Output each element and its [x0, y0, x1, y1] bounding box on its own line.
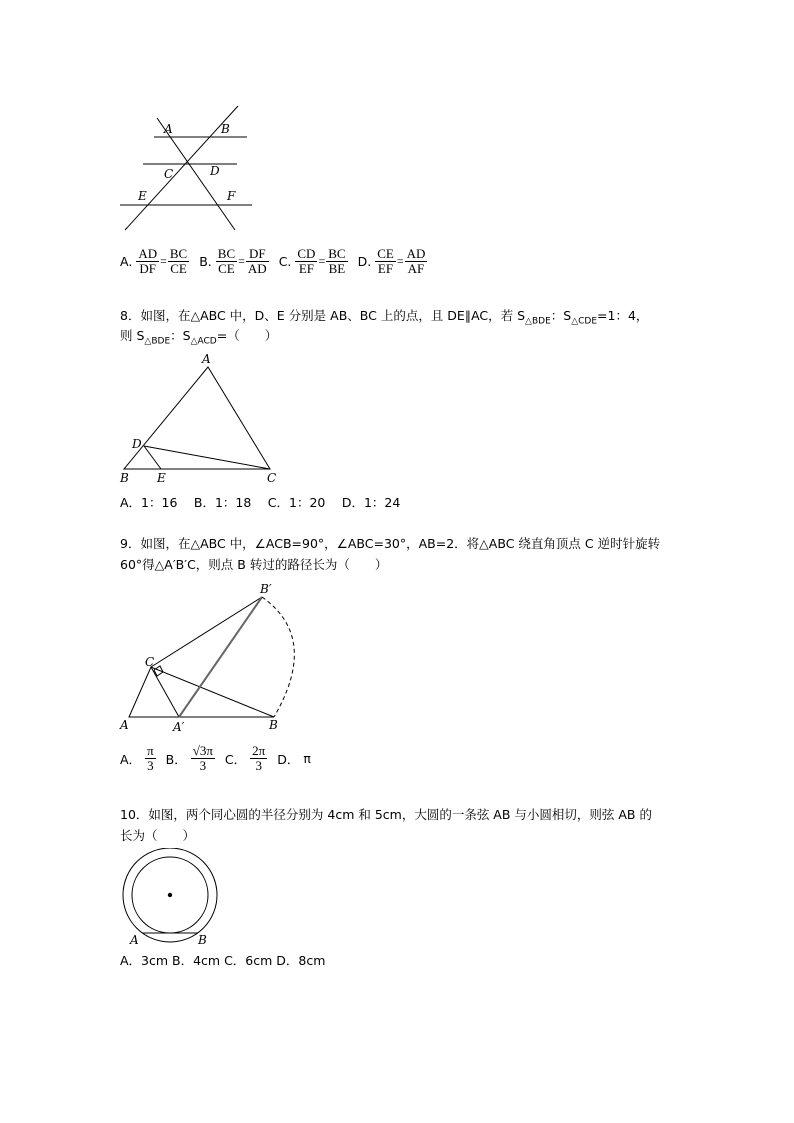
q8-stem-line2	[120, 328, 277, 350]
q10-options: A．3cm B．4cm C．6cm D．8cm	[120, 953, 326, 968]
q7-option-a-key: A.	[120, 254, 133, 269]
q7-option-c-right: $\frac{BC}{BE}$	[328, 246, 346, 276]
q7-option-a-left: $\frac{AD}{DF}$	[138, 246, 158, 276]
q7-option-c-left: $\frac{CD}{EF}$	[297, 246, 316, 276]
q8-text: ：S	[170, 328, 191, 343]
q7-options	[120, 247, 427, 276]
q9-options	[120, 744, 311, 773]
q8-sub: △ACD	[190, 336, 217, 347]
label-c: C	[145, 655, 155, 669]
q9-option-a-key: A．	[120, 751, 142, 767]
segment-aprime-bprime	[179, 597, 262, 717]
equals-sign: =	[396, 254, 404, 268]
q7-option-d-left: $\frac{CE}{EF}$	[377, 246, 394, 276]
q8-sub: △BDE	[525, 316, 551, 327]
label-d: D	[132, 437, 142, 451]
q10-stem-line2: 长为（ ）	[120, 828, 196, 843]
segment-c-bprime	[151, 597, 262, 667]
label-d: D	[210, 164, 220, 178]
q7-option-b-left: $\frac{BC}{CE}$	[217, 246, 236, 276]
q8-sub: △BDE	[144, 336, 171, 347]
label-e: E	[138, 189, 147, 203]
q10-stem-line1: 10．如图，两个同心圆的半径分别为 4cm 和 5cm，大圆的一条弦 AB 与小圆相切，则弦 AB 的	[120, 807, 652, 822]
label-f: F	[227, 189, 236, 203]
label-a: A	[120, 718, 129, 732]
equals-sign: =	[238, 254, 245, 268]
label-b-prime: B′	[260, 582, 272, 596]
label-b: B	[120, 471, 129, 485]
center-point	[168, 893, 172, 897]
q9-option-b: $\frac{√3\pi}{3}$	[192, 743, 213, 773]
q7-option-d-key: D.	[357, 254, 372, 269]
q8-text: =（ ）	[216, 328, 278, 343]
segment-c-aprime	[151, 667, 179, 717]
triangle-abc	[129, 667, 274, 717]
q8-figure	[110, 350, 290, 490]
q8-text: ：S	[550, 308, 572, 323]
label-b: B	[198, 933, 207, 947]
label-a: A	[164, 122, 173, 136]
q8-text: =1：4，	[597, 308, 649, 323]
q7-option-c-key: C.	[278, 254, 292, 269]
q9-stem-line1: 9．如图，在△ABC 中，∠ACB=90°，∠ABC=30°，AB=2．将△ABC 绕直角顶点 C 逆时针旋转	[120, 536, 661, 551]
q7-option-b-right: $\frac{DF}{AD}$	[247, 246, 267, 276]
q7-option-a-right: $\frac{BC}{CE}$	[169, 246, 188, 276]
q8-text: 则 S	[120, 328, 145, 343]
rotation-arc	[262, 597, 294, 717]
q7-figure	[110, 100, 260, 235]
q7-option-d-right: $\frac{AD}{AF}$	[406, 246, 426, 276]
q8-sub: △CDE	[571, 316, 598, 327]
label-c: C	[164, 167, 174, 181]
q8-stem-line1	[120, 308, 648, 330]
q9-figure	[110, 578, 320, 738]
equals-sign: =	[318, 254, 326, 268]
label-b: B	[269, 718, 278, 732]
label-c: C	[267, 471, 277, 485]
q8-options: A．1：16 B．1：18 C．1：20 D．1：24	[120, 495, 401, 510]
q9-option-c-key: C．	[224, 751, 247, 767]
q9-stem-line2: 60°得△A′B′C，则点 B 转过的路径长为（ ）	[120, 557, 388, 572]
q7-option-b-key: B.	[199, 254, 212, 269]
label-b: B	[221, 122, 230, 136]
label-a: A	[202, 352, 211, 366]
label-e: E	[157, 471, 166, 485]
q9-option-b-key: B．	[165, 751, 187, 767]
q8-text: 8．如图，在△ABC 中，D、E 分别是 AB、BC 上的点，且 DE∥AC，若 S	[120, 308, 526, 323]
q9-option-a: $\frac{\pi}{3}$	[147, 743, 154, 773]
label-a: A	[130, 933, 139, 947]
q9-option-c: $\frac{2\pi}{3}$	[252, 743, 266, 773]
q9-option-d: π	[303, 751, 311, 766]
segment-de	[144, 446, 161, 469]
segment-dc	[144, 446, 270, 469]
q10-figure	[115, 848, 230, 950]
q9-option-d-key: D．	[277, 751, 300, 767]
label-a-prime: A′	[173, 720, 185, 734]
equals-sign: =	[160, 254, 167, 268]
triangle-abc	[124, 367, 270, 469]
